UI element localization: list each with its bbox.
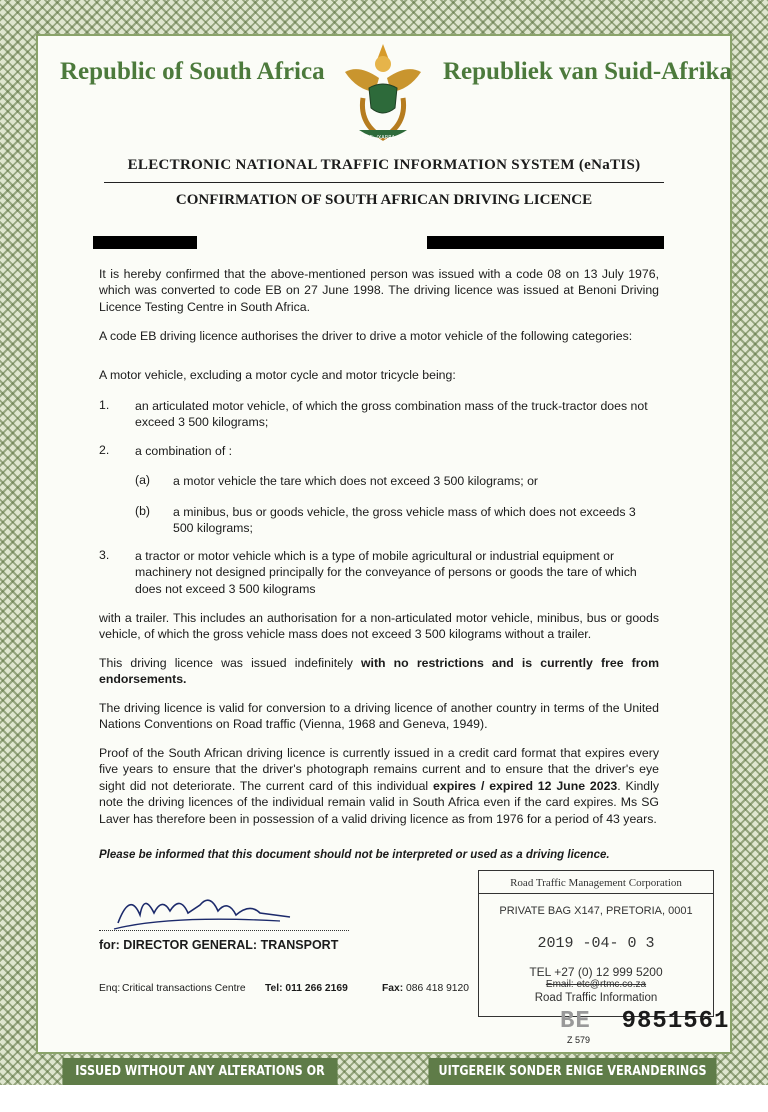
stamp-email: Email: etc@rtmc.co.za: [545, 979, 647, 990]
redacted-id-number: [93, 236, 197, 249]
header-title-afrikaans: Republiek van Suid-Afrika: [443, 58, 732, 85]
sub-list-number: (a): [135, 473, 151, 487]
paragraph-trailer: with a trailer. This includes an authorisation for a non-articulated motor vehicle, minibus, bus or goods vehicle, of which the gross vehicle mass does not exceed 3 500 kilograms without a trailer.: [99, 611, 659, 642]
card-proof-continued: . Kindly note the driving licences of the individual remain valid in South Africa even if the card expires. Ms SG Laver has therefore been in possession of a valid driving licence as from 1976 for a period of 43 years.: [99, 778, 660, 826]
serial-prefix: BE: [560, 1008, 591, 1035]
serial-number: [560, 1008, 729, 1035]
restrictions-emphasis: with no restrictions and is currently free from endorsements.: [99, 656, 660, 687]
signature-line: [99, 930, 349, 931]
sub-list-item: a motor vehicle the tare which does not exceed 3 500 kilograms; or: [173, 474, 539, 488]
stamp-divider: [479, 893, 713, 894]
stamp-address: PRIVATE BAG X147, PRETORIA, 0001: [499, 905, 693, 917]
banner-english: ISSUED WITHOUT ANY ALTERATIONS OR ERASURES: [62, 1058, 337, 1085]
form-code: Z 579: [567, 1035, 591, 1045]
paragraph-conversion: The driving licence is valid for conversion to a driving licence of another country in terms of the United Nations Conventions on Road traffic (Vienna, 1968 and Geneva, 1949).: [99, 701, 659, 732]
list-number: 2.: [99, 443, 110, 457]
paragraph-restrictions: [99, 655, 659, 688]
redacted-name: [427, 236, 664, 249]
list-item: an articulated motor vehicle, of which the gross combination mass of the truck-tractor does not exceed 3 500 kilograms;: [135, 399, 648, 430]
stamp-telephone: TEL +27 (0) 12 999 5200: [529, 965, 663, 979]
banner-afrikaans: UITGEREIK SONDER ENIGE VERANDERINGS OF UITKRAPPINGS: [428, 1058, 716, 1085]
serial-digits: 9851561: [621, 1008, 730, 1035]
enquiries-value: Critical transactions Centre: [122, 983, 246, 994]
stamp-date: 2019 -04- 0 3: [537, 935, 655, 952]
header-title-english: Republic of South Africa: [60, 58, 325, 85]
fax-value: 086 418 9120: [406, 983, 469, 994]
paragraph-code-eb: A code EB driving licence authorises the driver to drive a motor vehicle of the following categories:: [99, 329, 633, 343]
coat-of-arms-icon: [339, 38, 427, 148]
fax-label: Fax:: [382, 983, 404, 994]
list-number: 3.: [99, 548, 110, 562]
document-title: CONFIRMATION OF SOUTH AFRICAN DRIVING LICENCE: [175, 192, 593, 208]
enquiries-label: Enq:: [99, 983, 121, 994]
system-title: ELECTRONIC NATIONAL TRAFFIC INFORMATION SYSTEM (eNaTIS): [127, 157, 641, 173]
stamp-organisation: Road Traffic Management Corporation: [510, 877, 682, 889]
expiry-emphasis: expires / expired 12 June 2023: [433, 778, 618, 793]
title-divider: [104, 182, 664, 183]
paragraph-card-proof: [99, 745, 659, 827]
paragraph-issue-confirmation: It is hereby confirmed that the above-mentioned person was issued with a code 08 on 13 July 1976, which was converted to code EB on 27 June 1998. The driving licence was issued at Benoni Driving Licence Testing Centre in South Africa.: [99, 267, 659, 314]
restrictions-text: This driving licence was issued indefinitely: [99, 656, 361, 670]
list-number: 1.: [99, 398, 110, 412]
sub-list-number: (b): [135, 504, 151, 518]
signature-image: [110, 885, 310, 935]
list-item: a tractor or motor vehicle which is a type of mobile agricultural or industrial equipment or machinery not designed principally for the conveyance of persons or goods the tare of which does not exceed 3 500 kilograms: [135, 549, 637, 596]
telephone: Tel: 011 266 2169: [265, 983, 348, 994]
official-stamp: [478, 870, 714, 1017]
paragraph-vehicle-intro: A motor vehicle, excluding a motor cycle and motor tricycle being:: [99, 368, 456, 382]
stamp-unit: Road Traffic Information: [534, 992, 658, 1004]
signatory-title: for: DIRECTOR GENERAL: TRANSPORT: [99, 938, 339, 952]
sub-list-item: a minibus, bus or goods vehicle, the gross vehicle mass of which does not exceeds 3 500 kilograms;: [173, 505, 636, 536]
card-proof-text: Proof of the South African driving licence is currently issued in a credit card format that expires every five years to ensure that the driver's photograph remains current and to ensure that the driver's eye sight did not deteriorate. The current card of this individual: [99, 746, 659, 793]
crest-motto: !KE E: /XARRA //KE: [359, 135, 407, 141]
disclaimer-note: Please be informed that this document should not be interpreted or used as a driving licence.: [99, 849, 610, 861]
list-item: a combination of :: [135, 444, 233, 458]
